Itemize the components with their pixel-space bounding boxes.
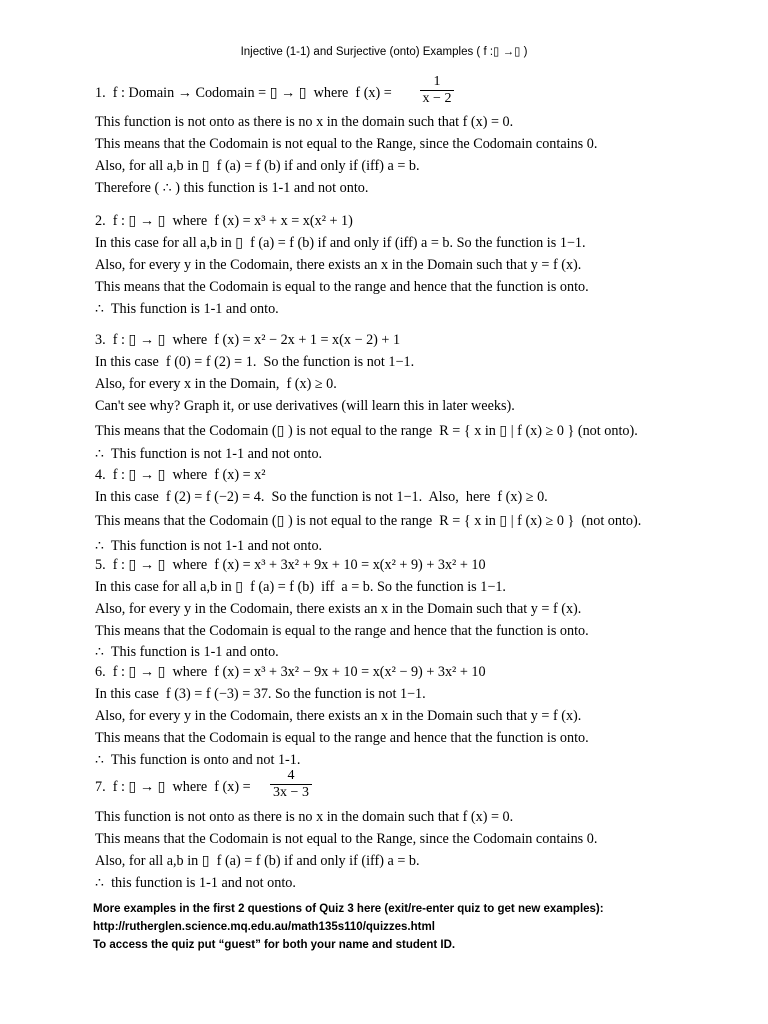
- text-line: Therefore ( ∴ ) this function is 1-1 and not onto.: [95, 180, 369, 196]
- example-7-fraction: [270, 768, 312, 801]
- fraction-denominator: 3x − 3: [270, 784, 312, 801]
- fraction-numerator: 4: [287, 768, 295, 783]
- conclusion-line: ∴ This function is onto and not 1-1.: [95, 752, 301, 768]
- text-line: This means that the Codomain (▯ ) is not equal to the range R = { x in ▯ | f (x) ≥ 0 } (not onto).: [95, 423, 638, 439]
- text-line: Also, for all a,b in ▯ f (a) = f (b) if and only if (iff) a = b.: [95, 158, 420, 174]
- text-line: This function is not onto as there is no x in the domain such that f (x) = 0.: [95, 809, 514, 825]
- text-line: In this case for all a,b in ▯ f (a) = f (b) iff a = b. So the function is 1−1.: [95, 579, 506, 595]
- text-line: This means that the Codomain is equal to the range and hence that the function is onto.: [95, 623, 589, 639]
- conclusion-line: ∴ This function is 1-1 and onto.: [95, 301, 279, 317]
- text-line: Also, for every x in the Domain, f (x) ≥ 0.: [95, 376, 337, 392]
- footer-quiz-note: More examples in the first 2 questions of Quiz 3 here (exit/re-enter quiz to get new examples):: [93, 903, 604, 915]
- text-line: Also, for every y in the Codomain, there exists an x in the Domain such that y = f (x).: [95, 601, 582, 617]
- example-7-heading: 7. f : ▯ → ▯ where f (x) =: [95, 779, 251, 795]
- text-line: This function is not onto as there is no x in the domain such that f (x) = 0.: [95, 114, 514, 130]
- page-title: Injective (1-1) and Surjective (onto) Examples ( f :▯ →▯ ): [240, 46, 528, 58]
- text-line: This means that the Codomain is equal to the range and hence that the function is onto.: [95, 279, 589, 295]
- text-line: In this case f (2) = f (−2) = 4. So the function is not 1−1. Also, here f (x) ≥ 0.: [95, 489, 548, 505]
- text-line: This means that the Codomain is not equal to the Range, since the Codomain contains 0.: [95, 136, 598, 152]
- text-line: Also, for all a,b in ▯ f (a) = f (b) if and only if (iff) a = b.: [95, 853, 420, 869]
- text-line: In this case for all a,b in ▯ f (a) = f (b) if and only if (iff) a = b. So the function is 1−1.: [95, 235, 586, 251]
- example-6-heading: 6. f : ▯ → ▯ where f (x) = x³ + 3x² − 9x + 10 = x(x² − 9) + 3x² + 10: [95, 664, 486, 680]
- fraction-denominator: x − 2: [420, 90, 454, 107]
- conclusion-line: ∴ This function is not 1-1 and not onto.: [95, 446, 323, 462]
- text-line: In this case f (3) = f (−3) = 37. So the function is not 1−1.: [95, 686, 426, 702]
- example-1-fraction: [420, 74, 454, 107]
- footer-access-note: To access the quiz put “guest” for both your name and student ID.: [93, 939, 456, 951]
- text-line: In this case f (0) = f (2) = 1. So the function is not 1−1.: [95, 354, 415, 370]
- conclusion-line: ∴ this function is 1-1 and not onto.: [95, 875, 296, 891]
- conclusion-line: ∴ This function is not 1-1 and not onto.: [95, 538, 323, 554]
- conclusion-line: ∴ This function is 1-1 and onto.: [95, 644, 279, 660]
- text-line: This means that the Codomain (▯ ) is not equal to the range R = { x in ▯ | f (x) ≥ 0 } (not onto).: [95, 513, 642, 529]
- example-4-heading: 4. f : ▯ → ▯ where f (x) = x²: [95, 467, 266, 483]
- text-line: This means that the Codomain is not equal to the Range, since the Codomain contains 0.: [95, 831, 598, 847]
- text-line: Also, for every y in the Codomain, there exists an x in the Domain such that y = f (x).: [95, 257, 582, 273]
- text-line: Also, for every y in the Codomain, there exists an x in the Domain such that y = f (x).: [95, 708, 582, 724]
- example-5-heading: 5. f : ▯ → ▯ where f (x) = x³ + 3x² + 9x + 10 = x(x² + 9) + 3x² + 10: [95, 557, 486, 573]
- example-2-heading: 2. f : ▯ → ▯ where f (x) = x³ + x = x(x² + 1): [95, 213, 353, 229]
- footer-quiz-link[interactable]: http://rutherglen.science.mq.edu.au/math135s110/quizzes.html: [93, 921, 435, 933]
- example-1-heading: 1. f : Domain → Codomain = ▯ → ▯ where f (x) =: [95, 85, 392, 101]
- text-line: Can't see why? Graph it, or use derivatives (will learn this in later weeks).: [95, 398, 515, 414]
- fraction-numerator: 1: [433, 74, 441, 89]
- text-line: This means that the Codomain is equal to the range and hence that the function is onto.: [95, 730, 589, 746]
- example-3-heading: 3. f : ▯ → ▯ where f (x) = x² − 2x + 1 = x(x − 2) + 1: [95, 332, 401, 348]
